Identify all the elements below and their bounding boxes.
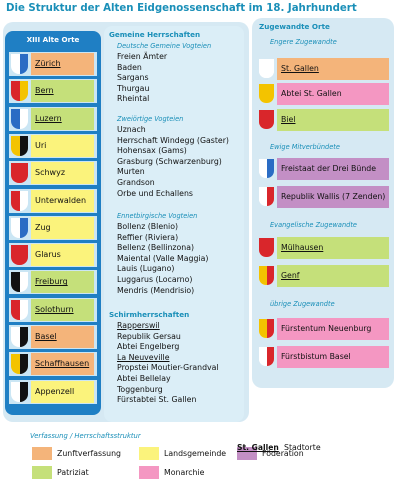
coat-of-arms-icon <box>11 218 28 238</box>
zugewandter-ort-label: Mülhausen <box>277 237 389 259</box>
schirmherrschaft-item: Abtei Engelberg <box>117 342 180 352</box>
zugewandter-ort-label: St. Gallen <box>277 58 389 80</box>
alte-ort-label: Schwyz <box>31 162 94 184</box>
coat-of-arms-left <box>11 191 20 211</box>
legend-label: Patriziat <box>57 468 89 477</box>
coat-of-arms-left <box>11 163 20 183</box>
zugewandter-ort-item <box>259 58 389 80</box>
zugewandter-ort-label: Biel <box>277 109 389 131</box>
alte-ort-label: Basel <box>31 326 94 348</box>
alte-ort-label: Glarus <box>31 244 94 266</box>
coat-of-arms-right <box>20 191 29 211</box>
coat-of-arms-left <box>259 187 267 206</box>
legend-swatch <box>139 466 159 479</box>
coat-of-arms-icon <box>11 81 28 101</box>
coat-of-arms-icon <box>259 266 274 285</box>
alte-ort-item <box>9 298 97 322</box>
coat-of-arms-right <box>267 266 275 285</box>
coat-of-arms-right <box>20 218 29 238</box>
vogtei-item: Grandson <box>117 178 155 187</box>
alte-ort-item <box>9 79 97 103</box>
coat-of-arms-left <box>259 266 267 285</box>
zugewandter-ort-label: Republik Wallis (7 Zenden) <box>277 186 389 208</box>
schirmherrschaft-item: La Neuveville <box>117 352 170 362</box>
alte-ort-item <box>9 380 97 404</box>
alte-ort-label: Unterwalden <box>31 190 94 212</box>
coat-of-arms-right <box>20 327 29 347</box>
schirmherrschaft-item: Fürstabtei St. Gallen <box>117 395 197 405</box>
zugewandte-orte-title: Zugewandte Orte <box>259 22 330 31</box>
coat-of-arms-right <box>20 300 29 320</box>
coat-of-arms-left <box>11 327 20 347</box>
coat-of-arms-icon <box>11 382 28 402</box>
coat-of-arms-right <box>267 59 275 78</box>
schirmherrschaften-title: Schirmherrschaften <box>109 310 190 319</box>
coat-of-arms-left <box>11 54 20 74</box>
coat-of-arms-right <box>20 382 29 402</box>
vogtei-group-title: Zweiörtige Vogteien <box>117 115 184 123</box>
zugewandter-ort-label: Fürstentum Neuenburg <box>277 318 389 340</box>
alte-ort-label: Freiburg <box>31 271 94 293</box>
legend-title: Verfassung / Herrschaftsstruktur <box>30 432 141 440</box>
gemeine-herrschaften-title: Gemeine Herrschaften <box>109 30 201 39</box>
zugewandter-ort-item <box>259 237 389 259</box>
zugewandter-ort-item <box>259 83 389 105</box>
coat-of-arms-right <box>267 347 275 366</box>
coat-of-arms-left <box>11 354 20 374</box>
zugewandte-group-title: übrige Zugewandte <box>270 300 335 308</box>
coat-of-arms-right <box>267 110 275 129</box>
vogtei-item: Rheintal <box>117 94 150 104</box>
legend-swatch <box>32 466 52 479</box>
vogtei-item: Reffier (Riviera) <box>117 232 179 242</box>
coat-of-arms-right <box>20 354 29 374</box>
alte-ort-label: Bern <box>31 80 94 102</box>
coat-of-arms-right <box>20 272 29 292</box>
coat-of-arms-right <box>20 136 29 156</box>
alte-ort-item <box>9 134 97 158</box>
legend-swatch <box>139 447 159 460</box>
coat-of-arms-left <box>11 382 20 402</box>
coat-of-arms-left <box>259 59 267 78</box>
vogtei-item: Herrschaft Windegg (Gaster) <box>117 135 229 145</box>
alte-orte-title: XIII Alte Orte <box>26 35 80 44</box>
legend-label: Landsgemeinde <box>164 449 227 458</box>
alte-ort-label: Schaffhausen <box>31 353 94 375</box>
alte-ort-item <box>9 352 97 376</box>
schirmherrschaft-item: Propstei Moutier-Grandval <box>117 363 219 373</box>
vogtei-item: Thurgau <box>117 83 150 93</box>
zugewandte-group-title: Ewige Mitverbündete <box>270 143 340 151</box>
zugewandter-ort-item <box>259 318 389 340</box>
coat-of-arms-right <box>20 245 29 265</box>
alte-ort-item <box>9 243 97 267</box>
zugewandter-ort-item <box>259 158 389 180</box>
coat-of-arms-right <box>20 54 29 74</box>
coat-of-arms-right <box>267 187 275 206</box>
legend-swatch <box>32 447 52 460</box>
coat-of-arms-left <box>259 319 267 338</box>
coat-of-arms-right <box>20 109 29 129</box>
coat-of-arms-left <box>11 218 20 238</box>
vogtei-item: Bollenz (Blenio) <box>117 222 179 231</box>
page-title: Die Struktur der Alten Eidgenossenschaft im 18. Jahrhundert <box>6 3 357 14</box>
zugewandter-ort-item <box>259 186 389 208</box>
zugewandte-group-title: Engere Zugewandte <box>270 38 337 46</box>
alte-ort-label: Zug <box>31 217 94 239</box>
coat-of-arms-icon <box>259 59 274 78</box>
coat-of-arms-icon <box>11 136 28 156</box>
alte-ort-item <box>9 189 97 213</box>
coat-of-arms-right <box>267 159 275 178</box>
coat-of-arms-left <box>259 84 267 103</box>
zugewandter-ort-item <box>259 109 389 131</box>
vogtei-item: Orbe und Echallens <box>117 188 193 198</box>
coat-of-arms-left <box>259 347 267 366</box>
legend-label: Monarchie <box>164 468 205 477</box>
coat-of-arms-right <box>267 238 275 257</box>
coat-of-arms-icon <box>259 84 274 103</box>
coat-of-arms-left <box>11 81 20 101</box>
alte-ort-label: Zürich <box>31 53 94 75</box>
schirmherrschaft-item: Abtei Bellelay <box>117 374 171 383</box>
coat-of-arms-left <box>259 159 267 178</box>
alte-ort-item <box>9 216 97 240</box>
coat-of-arms-left <box>259 110 267 129</box>
coat-of-arms-icon <box>11 163 28 183</box>
coat-of-arms-icon <box>259 347 274 366</box>
coat-of-arms-icon <box>11 109 28 129</box>
vogtei-item: Sargans <box>117 73 149 83</box>
coat-of-arms-icon <box>259 319 274 338</box>
coat-of-arms-icon <box>259 110 274 129</box>
alte-ort-item <box>9 107 97 131</box>
vogtei-item: Baden <box>117 62 142 72</box>
coat-of-arms-right <box>20 163 29 183</box>
alte-ort-label: Luzern <box>31 108 94 130</box>
vogtei-item: Murten <box>117 167 145 177</box>
schirmherrschaft-item: Republik Gersau <box>117 331 181 341</box>
coat-of-arms-icon <box>11 300 28 320</box>
coat-of-arms-left <box>259 238 267 257</box>
coat-of-arms-icon <box>11 54 28 74</box>
coat-of-arms-icon <box>11 272 28 292</box>
vogtei-item: Lauis (Lugano) <box>117 264 175 274</box>
coat-of-arms-icon <box>11 354 28 374</box>
coat-of-arms-icon <box>259 238 274 257</box>
legend-label: Föderation <box>262 449 304 458</box>
zugewandter-ort-label: Genf <box>277 265 389 287</box>
alte-ort-item <box>9 161 97 185</box>
coat-of-arms-left <box>11 109 20 129</box>
zugewandte-group-title: Evangelische Zugewandte <box>270 221 357 229</box>
zugewandter-ort-label: Fürstbistum Basel <box>277 346 389 368</box>
zugewandter-ort-item <box>259 346 389 368</box>
alte-ort-item <box>9 270 97 294</box>
coat-of-arms-icon <box>259 187 274 206</box>
coat-of-arms-right <box>267 84 275 103</box>
vogtei-item: Hohensax (Gams) <box>117 146 187 156</box>
vogtei-item: Freien Ämter <box>117 52 168 61</box>
vogtei-item: Bellenz (Bellinzona) <box>117 243 195 253</box>
vogtei-group-title: Deutsche Gemeine Vogteien <box>117 42 212 50</box>
vogtei-item: Uznach <box>117 125 146 134</box>
coat-of-arms-icon <box>259 159 274 178</box>
legend-sample-city: St. Gallen <box>237 443 279 452</box>
vogtei-group-title: Ennetbirgische Vogteien <box>117 212 198 220</box>
coat-of-arms-left <box>11 272 20 292</box>
coat-of-arms-icon <box>11 245 28 265</box>
alte-ort-item <box>9 325 97 349</box>
coat-of-arms-right <box>267 319 275 338</box>
coat-of-arms-left <box>11 245 20 265</box>
alte-ort-item <box>9 52 97 76</box>
alte-ort-label: Solothurn <box>31 299 94 321</box>
zugewandter-ort-item <box>259 265 389 287</box>
vogtei-item: Grasburg (Schwarzenburg) <box>117 156 222 166</box>
coat-of-arms-left <box>11 136 20 156</box>
alte-ort-label: Appenzell <box>31 381 94 403</box>
vogtei-item: Maiental (Valle Maggia) <box>117 253 209 263</box>
zugewandter-ort-label: Freistaat der Drei Bünde <box>277 158 389 180</box>
alte-ort-label: Uri <box>31 135 94 157</box>
schirmherrschaft-item: Rapperswil <box>117 321 160 330</box>
legend-sample-label: Stadtorte <box>284 443 321 452</box>
coat-of-arms-right <box>20 81 29 101</box>
coat-of-arms-icon <box>11 327 28 347</box>
schirmherrschaft-item: Toggenburg <box>117 384 163 394</box>
coat-of-arms-left <box>11 300 20 320</box>
vogtei-item: Mendris (Mendrisio) <box>117 285 195 295</box>
legend-label: Zunftverfassung <box>57 449 121 458</box>
vogtei-item: Luggarus (Locarno) <box>117 275 193 284</box>
zugewandter-ort-label: Abtei St. Gallen <box>277 83 389 105</box>
coat-of-arms-icon <box>11 191 28 211</box>
